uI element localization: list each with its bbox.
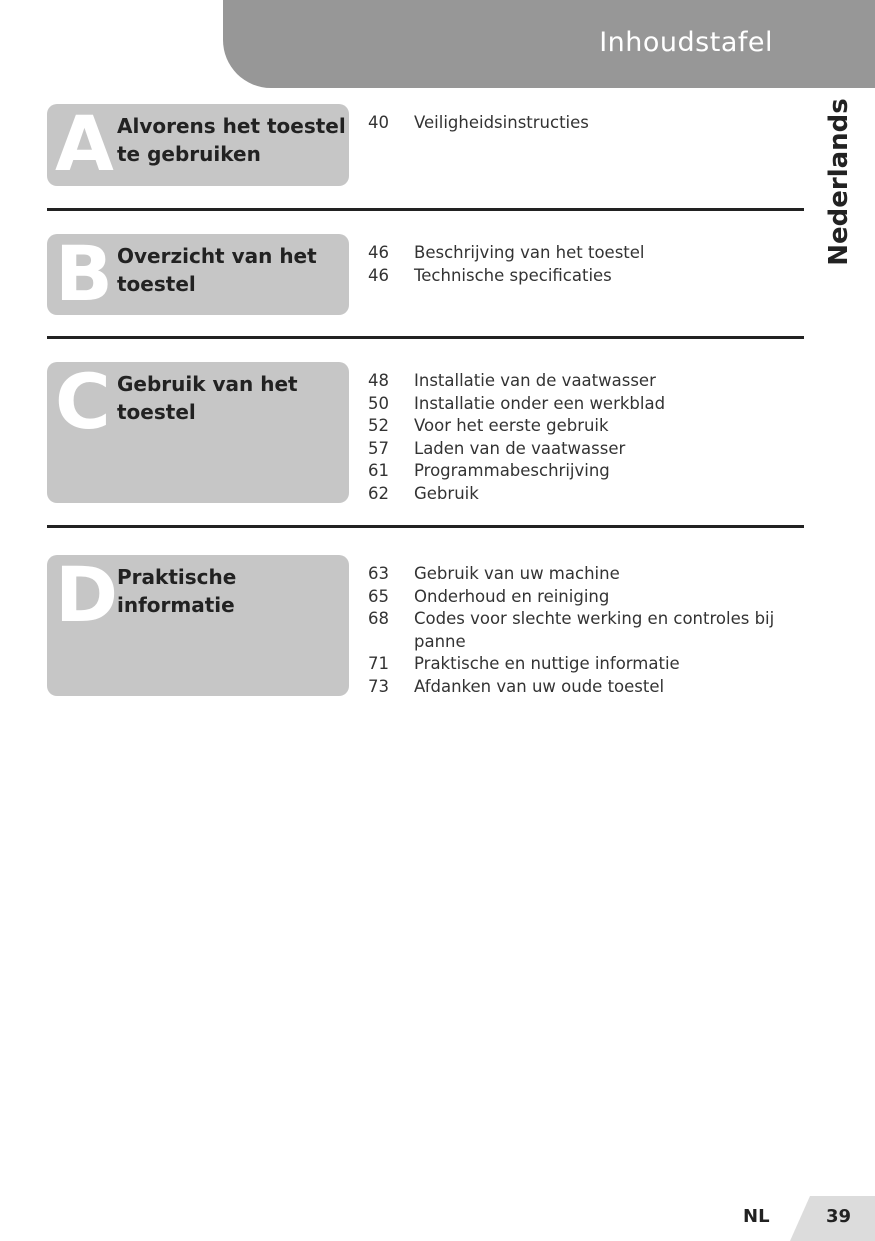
section-b-box (47, 234, 349, 315)
toc-entry-title: Programmabeschrijving (414, 461, 610, 480)
section-a-title: Alvorens het toestel te gebruiken (117, 114, 346, 166)
toc-entry[interactable] (368, 563, 788, 586)
toc-entry[interactable] (368, 393, 788, 416)
toc-page-number: 57 (368, 438, 389, 458)
toc-entry-title: Gebruik van uw machine (414, 564, 620, 583)
section-a-letter: A (55, 104, 114, 186)
section-divider (47, 336, 804, 339)
toc-entry[interactable] (368, 676, 788, 699)
toc-entry-title: Laden van de vaatwasser (414, 438, 626, 458)
toc-entry[interactable] (368, 483, 788, 506)
toc-entry[interactable] (368, 608, 788, 653)
toc-page-number: 61 (368, 461, 389, 480)
toc-entry[interactable] (368, 653, 788, 676)
toc-entry-title: Installatie van de vaatwasser (414, 371, 656, 390)
toc-page-number: 73 (368, 676, 389, 696)
footer-language-code: NL (743, 1206, 770, 1227)
toc-entry[interactable] (368, 265, 788, 288)
toc-entry-title: Voor het eerste gebruik (414, 416, 609, 435)
toc-page-number: 63 (368, 564, 389, 583)
toc-entry[interactable] (368, 415, 788, 438)
section-d-toc (368, 563, 788, 698)
toc-entry[interactable] (368, 438, 788, 461)
section-d-letter: D (55, 555, 119, 639)
section-c-box (47, 362, 349, 503)
toc-entry[interactable] (368, 586, 788, 609)
toc-entry[interactable] (368, 112, 788, 135)
toc-page-number: 62 (368, 483, 389, 503)
toc-entry-title: Veiligheidsinstructies (414, 113, 589, 132)
toc-page-number: 68 (368, 609, 389, 628)
section-a-toc (368, 112, 788, 135)
toc-entry-title: Beschrijving van het toestel (414, 243, 645, 262)
toc-entry-title: Codes voor slechte werking en controles bij panne (414, 609, 775, 651)
section-b-letter: B (55, 234, 113, 315)
page-title: Inhoudstafel (599, 27, 773, 58)
section-divider (47, 208, 804, 211)
toc-page-number: 71 (368, 654, 389, 673)
toc-entry-title: Praktische en nuttige informatie (414, 654, 680, 673)
section-c-letter: C (55, 362, 111, 446)
toc-entry-title: Installatie onder een werkblad (414, 393, 666, 413)
toc-entry[interactable] (368, 460, 788, 483)
toc-entry-title: Onderhoud en reiniging (414, 586, 610, 606)
toc-page-number: 65 (368, 586, 389, 606)
toc-entry-title: Afdanken van uw oude toestel (414, 676, 665, 696)
section-divider (47, 525, 804, 528)
toc-page-number: 46 (368, 243, 389, 262)
section-b-title: Overzicht van het toestel (117, 244, 317, 296)
toc-page-number: 52 (368, 416, 389, 435)
header-tab (223, 0, 875, 88)
section-b-toc (368, 242, 788, 287)
toc-entry[interactable] (368, 370, 788, 393)
toc-page-number: 46 (368, 265, 389, 285)
section-c-toc (368, 370, 788, 505)
section-c-title: Gebruik van het toestel (117, 372, 298, 424)
footer-page-number: 39 (826, 1206, 852, 1227)
toc-entry-title: Gebruik (414, 483, 479, 503)
toc-entry[interactable] (368, 242, 788, 265)
section-a-box (47, 104, 349, 186)
toc-page-number: 50 (368, 393, 389, 413)
section-d-box (47, 555, 349, 696)
toc-page-number: 40 (368, 113, 389, 132)
language-label: Nederlands (824, 98, 854, 266)
toc-entry-title: Technische specificaties (414, 265, 612, 285)
section-d-title: Praktische informatie (117, 565, 237, 617)
toc-page-number: 48 (368, 371, 389, 390)
